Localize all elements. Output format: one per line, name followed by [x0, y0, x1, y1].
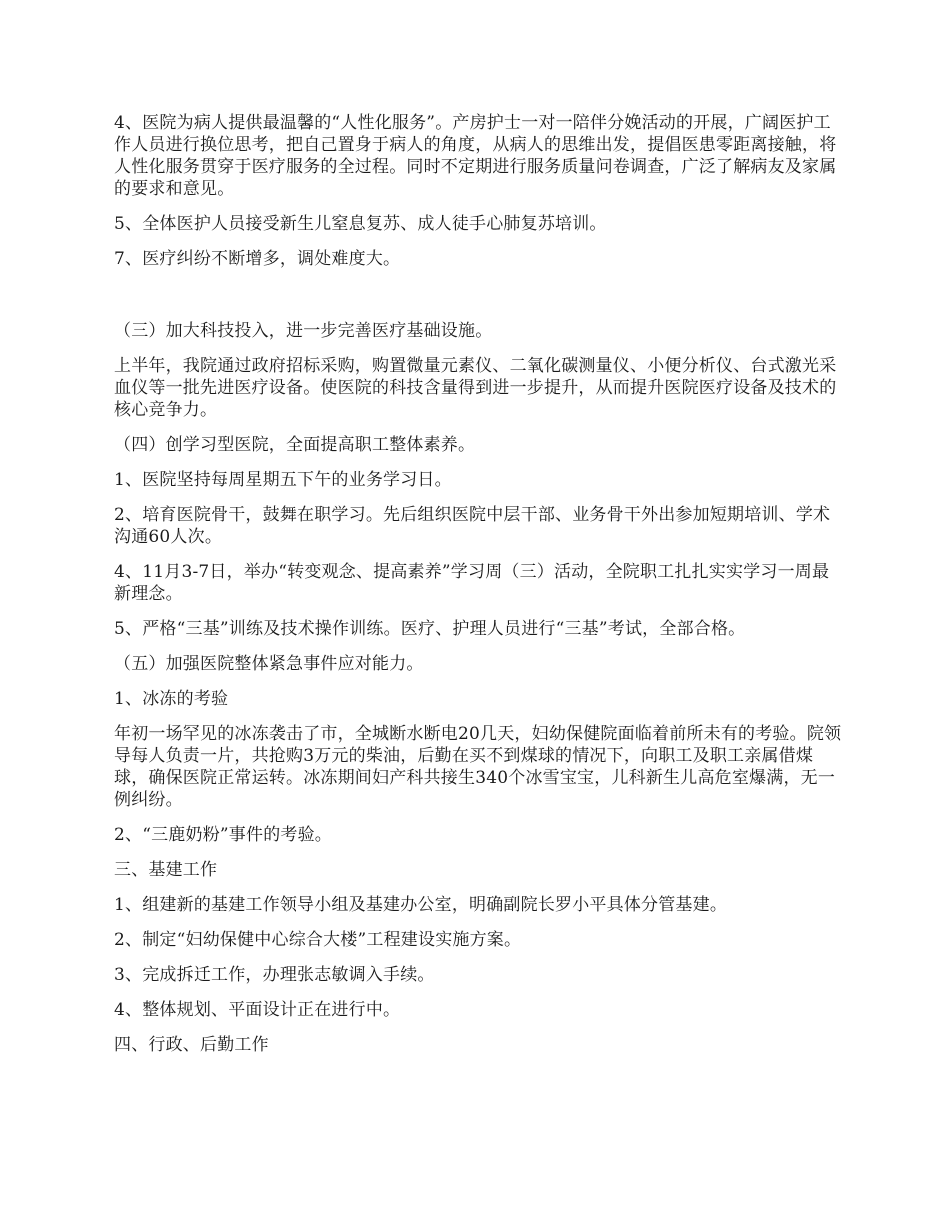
paragraph-ice-storm: 年初一场罕见的冰冻袭击了市，全城断水断电20几天，妇幼保健院面临着前所未有的考验。院领导每人负责一片，共抢购3万元的柴油，后勤在买不到煤球的情况下，向职工及职工亲属借煤球，确保医院正常运转。冰冻期间妇产科共接生340个冰雪宝宝，儿科新生儿高危室爆满，无一例纠纷。	[114, 724, 842, 810]
paragraph-construction-plan: 2、制定“妇幼保健中心综合大楼”工程建设实施方案。	[114, 930, 522, 950]
paragraph-staff-training: 2、培育医院骨干，鼓舞在职学习。先后组织医院中层干部、业务骨干外出参加短期培训、学术沟通60人次。	[114, 505, 831, 547]
document-page	[114, 112, 844, 1069]
paragraph-demolition: 3、完成拆迁工作，办理张志敏调入手续。	[114, 965, 435, 985]
heading-emergency-response: （五）加强医院整体紧急事件应对能力。	[114, 654, 424, 674]
paragraph-weekly-study: 1、医院坚持每周星期五下午的业务学习日。	[114, 470, 452, 490]
paragraph-humanized-service: 4、医院为病人提供最温馨的“人性化服务”。产房护士一对一陪伴分娩活动的开展，广阔医护工作人员进行换位思考，把自己置身于病人的角度，从病人的思维出发，提倡医患零距离接触，将人性化服务贯穿于医疗服务的全过程。同时不定期进行服务质量问卷调查，广泛了解病友及家属的要求和意见。	[114, 113, 837, 199]
paragraph-planning-design: 4、整体规划、平面设计正在进行中。	[114, 1000, 401, 1020]
subheading-milk-powder: 2、“三鹿奶粉”事件的考验。	[114, 825, 332, 845]
heading-learning-hospital: （四）创学习型医院，全面提高职工整体素养。	[114, 435, 476, 455]
paragraph-three-basics: 5、严格“三基”训练及技术操作训练。医疗、护理人员进行“三基”考试，全部合格。	[114, 619, 746, 639]
subheading-ice-test: 1、冰冻的考验	[114, 689, 229, 709]
paragraph-equipment-purchase: 上半年，我院通过政府招标采购，购置微量元素仪、二氧化碳测量仪、小便分析仪、台式激光采血仪等一批先进医疗设备。使医院的科技含量得到进一步提升，从而提升医院医疗设备及技术的核心竞争力。	[114, 356, 837, 420]
heading-admin-logistics: 四、行政、后勤工作	[114, 1035, 269, 1055]
paragraph-medical-disputes: 7、医疗纠纷不断增多，调处难度大。	[114, 249, 401, 269]
paragraph-resuscitation-training: 5、全体医护人员接受新生儿窒息复苏、成人徒手心肺复苏培训。	[114, 214, 607, 234]
paragraph-construction-team: 1、组建新的基建工作领导小组及基建办公室，明确副院长罗小平具体分管基建。	[114, 895, 728, 915]
heading-tech-investment: （三）加大科技投入，进一步完善医疗基础设施。	[114, 321, 493, 341]
paragraph-study-week: 4、11月3-7日，举办“转变观念、提高素养”学习周（三）活动，全院职工扎扎实实学习一周最新理念。	[114, 562, 830, 604]
section-spacer	[114, 283, 844, 320]
heading-construction: 三、基建工作	[114, 860, 218, 880]
